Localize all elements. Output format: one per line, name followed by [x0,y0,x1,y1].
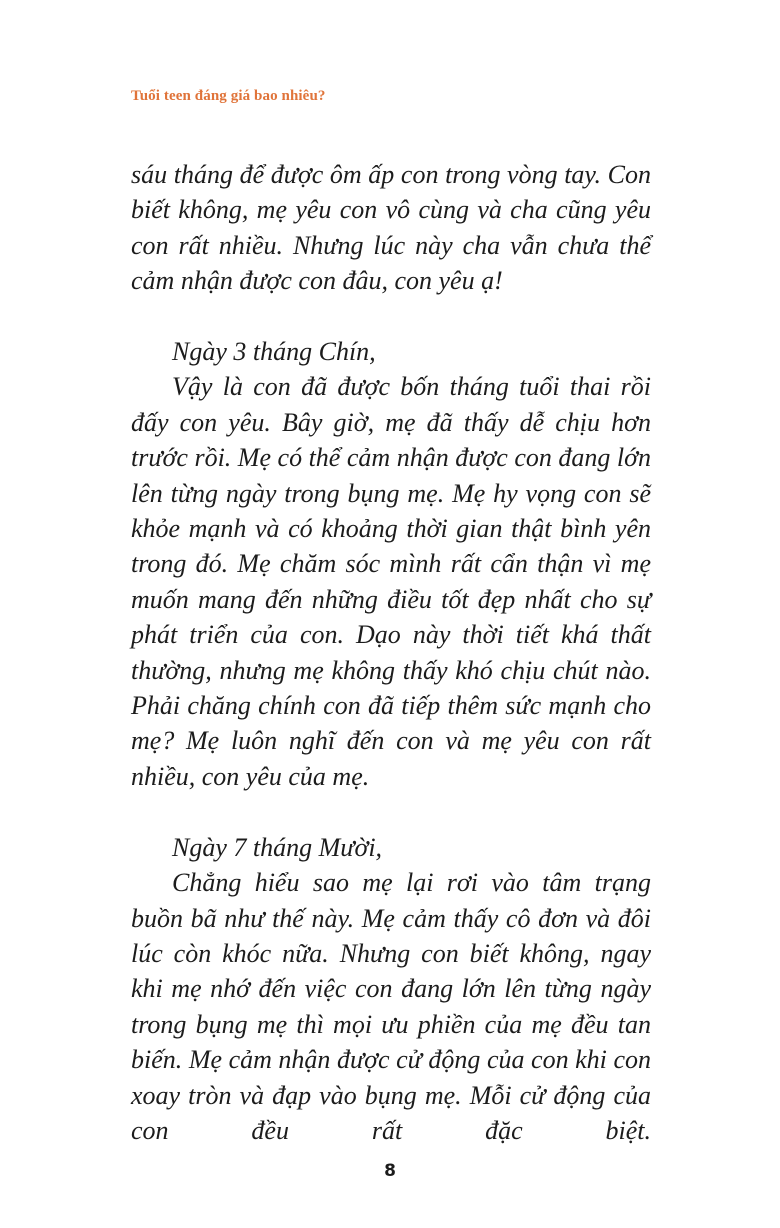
diary-entry-paragraph: Chẳng hiểu sao mẹ lại rơi vào tâm trạng buồn bã như thế này. Mẹ cảm thấy cô đơn và đôi lúc còn khóc nữa. Nhưng con biết không, ngay khi mẹ nhớ đến việc con đang lớn lên từng ngày trong bụng mẹ thì mọi ưu phiền của mẹ đều tan biến. Mẹ cảm nhận được cử động của con khi con xoay tròn và đạp vào bụng mẹ. Mỗi cử động của con đều rất đặc biệt. [131,868,651,1145]
paragraph-continuation: sáu tháng để được ôm ấp con trong vòng tay. Con biết không, mẹ yêu con vô cùng và cha cũng yêu con rất nhiều. Nhưng lúc này cha vẫn chưa thể cảm nhận được con đâu, con yêu ạ! [131,160,651,296]
diary-entry-paragraph: Vậy là con đã được bốn tháng tuổi thai rồi đấy con yêu. Bây giờ, mẹ đã thấy dễ chịu hơn trước rồi. Mẹ có thể cảm nhận được con đang lớn lên từng ngày trong bụng mẹ. Mẹ hy vọng con sẽ khỏe mạnh và có khoảng thời gian thật bình yên trong đó. Mẹ chăm sóc mình rất cẩn thận vì mẹ muốn mang đến những điều tốt đẹp nhất cho sự phát triển của con. Dạo này thời tiết khá thất thường, nhưng mẹ không thấy khó chịu chút nào. Phải chăng chính con đã tiếp thêm sức mạnh cho mẹ? Mẹ luôn nghĩ đến con và mẹ yêu con rất nhiều, con yêu của mẹ. [131,372,651,791]
page-body [131,157,651,1148]
diary-date-heading: Ngày 7 tháng Mười, [172,832,383,862]
running-header-title: Tuổi teen đáng giá bao nhiêu? [131,88,326,104]
diary-date-heading: Ngày 3 tháng Chín, [172,337,376,367]
page-number: 8 [384,1161,396,1181]
